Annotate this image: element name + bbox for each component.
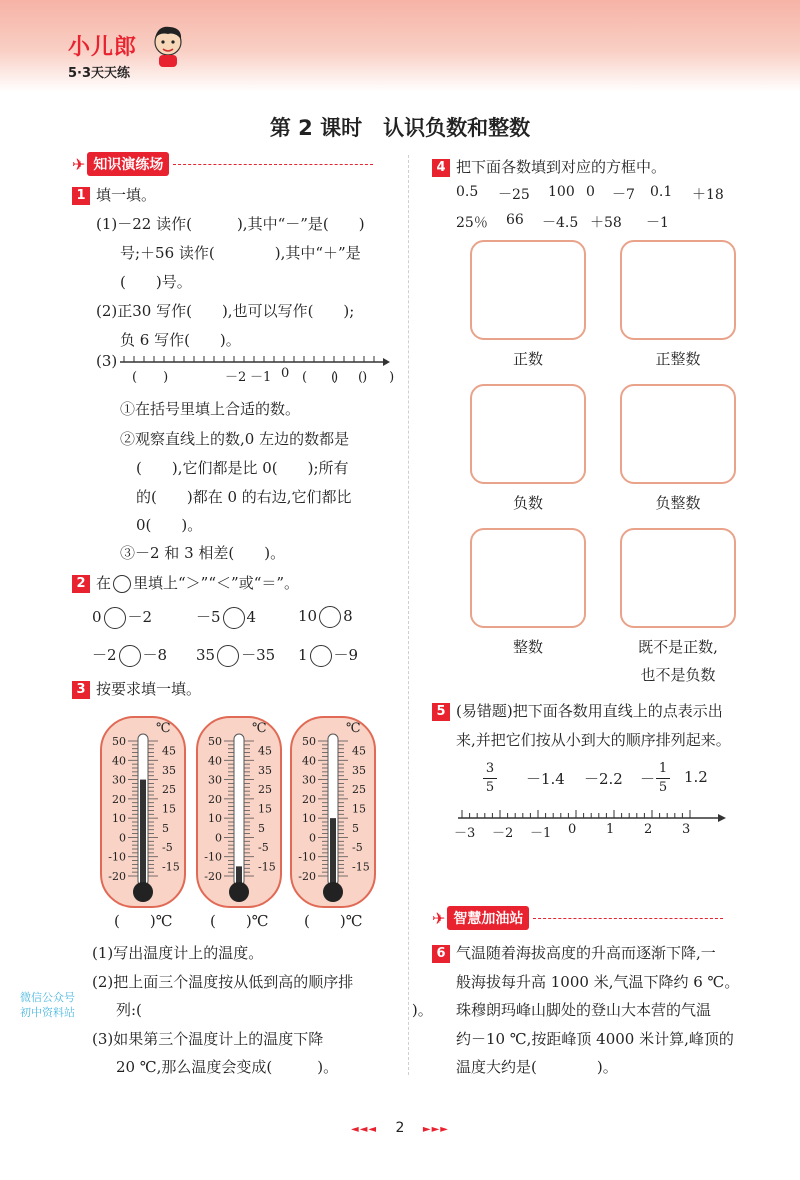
q3-text: 按要求填一填。 xyxy=(96,680,202,698)
compare-left: 0 xyxy=(92,608,102,626)
q1-line: 负 6 写作( )。 xyxy=(120,331,241,349)
q2-text: 在 xyxy=(96,574,112,592)
logo-subtitle: 5·3天天练 xyxy=(68,66,131,81)
q4-number-item: －4.5 xyxy=(542,215,579,231)
thermometer xyxy=(100,716,186,908)
scale-label: 35 xyxy=(258,763,272,777)
scale-label: 10 xyxy=(208,812,222,826)
scale-label: -15 xyxy=(352,860,370,874)
q2-prompt xyxy=(72,572,299,593)
circle-icon[interactable] xyxy=(104,607,126,629)
scale-label: 0 xyxy=(119,831,126,845)
logo-text: 小儿郎 xyxy=(68,35,138,60)
compare-item xyxy=(298,644,358,667)
compare-left: －2 xyxy=(92,646,117,664)
scale-label: 30 xyxy=(302,773,316,787)
compare-right: －35 xyxy=(241,646,276,664)
dashed-line xyxy=(533,918,723,919)
q5-prompt xyxy=(432,700,723,721)
number-line-label: －3 xyxy=(454,826,476,841)
number-line-label: 0 xyxy=(281,366,290,381)
scale-label: 5 xyxy=(352,821,359,835)
circle-icon xyxy=(113,575,131,593)
q4-text: 把下面各数填到对应的方框中。 xyxy=(456,158,667,176)
scale-label: -10 xyxy=(108,850,126,864)
q4-number-item: －1 xyxy=(646,215,669,231)
watermark-stamp xyxy=(20,990,75,1020)
q2-text: 里填上“＞”“＜”或“＝”。 xyxy=(133,574,300,592)
number-line-label: 3 xyxy=(682,822,691,837)
compare-item xyxy=(92,606,152,629)
thermometer-bulb xyxy=(229,882,249,902)
scale-label: 45 xyxy=(162,744,176,758)
compare-right: 4 xyxy=(246,608,257,626)
number-line-label: －2 xyxy=(492,826,514,841)
number-line-label: 0 xyxy=(568,822,577,837)
page-footer xyxy=(0,1120,800,1136)
thermometer-graphic xyxy=(196,716,282,908)
scale-label: 40 xyxy=(302,754,316,768)
q4-number-item: ＋58 xyxy=(590,215,622,231)
scale-label: 20 xyxy=(302,792,316,806)
thermometer xyxy=(290,716,376,908)
arrow-icon: ✈ xyxy=(72,154,86,174)
answer-box-integer[interactable] xyxy=(470,528,586,628)
q6-line: 约－10 ℃,按距峰顶 4000 米计算,峰顶的 xyxy=(456,1030,734,1048)
q4-number-item: －7 xyxy=(612,187,635,203)
scale-label: 20 xyxy=(112,792,126,806)
q4-number-item: －25 xyxy=(498,187,530,203)
page-title: 第 2 课时 认识负数和整数 xyxy=(269,116,531,140)
box-label: 既不是正数, xyxy=(638,638,718,656)
page-number: 2 xyxy=(395,1120,405,1136)
scale-label: 5 xyxy=(162,821,169,835)
answer-box-positive[interactable] xyxy=(470,240,586,340)
compare-right: －8 xyxy=(142,646,168,664)
thermometer-graphic xyxy=(100,716,186,908)
box-label: 负整数 xyxy=(655,494,701,512)
circle-icon[interactable] xyxy=(223,607,245,629)
mercury-column xyxy=(140,780,146,892)
q6-line: 珠穆朗玛峰山脚处的登山大本营的气温 xyxy=(456,1001,712,1019)
answer-box-negative[interactable] xyxy=(470,384,586,484)
compare-item xyxy=(298,606,353,628)
answer-box-positive-integer[interactable] xyxy=(620,240,736,340)
q3-line: (3)如果第三个温度计上的温度下降 xyxy=(92,1030,324,1048)
q3-line: (1)写出温度计上的温度。 xyxy=(92,944,264,962)
q1-number: 1 xyxy=(72,187,90,205)
answer-box-neither[interactable] xyxy=(620,528,736,628)
mercury-column xyxy=(330,818,336,892)
answer-box-negative-integer[interactable] xyxy=(620,384,736,484)
column-divider xyxy=(408,155,409,1075)
stamp-line: 微信公众号 xyxy=(20,991,75,1004)
scale-label: -20 xyxy=(204,870,222,883)
scale-label: 25 xyxy=(258,783,272,797)
scale-label: 50 xyxy=(302,735,316,748)
temperature-answer[interactable]: ( )℃ xyxy=(304,912,363,930)
q3-line: (2)把上面三个温度按从低到高的顺序排 xyxy=(92,973,354,991)
scale-label: -5 xyxy=(352,841,363,855)
circle-icon[interactable] xyxy=(217,645,239,667)
scale-label: 25 xyxy=(352,783,366,797)
scale-label: 50 xyxy=(208,735,222,748)
number-line-label: 1 xyxy=(606,822,615,837)
box-label: 正数 xyxy=(512,350,543,368)
q4-number: 4 xyxy=(432,159,450,177)
right-arrows-icon: ►►► xyxy=(422,1124,449,1135)
number-line-label: ( ) xyxy=(331,370,368,385)
compare-right: －9 xyxy=(333,646,359,664)
scale-label: 5 xyxy=(258,821,265,835)
scale-label: -15 xyxy=(162,860,180,874)
unit-label: ℃ xyxy=(346,721,361,736)
scale-label: 40 xyxy=(112,754,126,768)
scale-label: 40 xyxy=(208,754,222,768)
arrow-icon: ✈ xyxy=(432,908,446,928)
scale-label: 25 xyxy=(162,783,176,797)
fraction-sign: － xyxy=(640,770,656,788)
q5-number: 5 xyxy=(432,703,450,721)
dashed-line xyxy=(173,164,373,165)
q2-number: 2 xyxy=(72,575,90,593)
scale-label: 10 xyxy=(302,812,316,826)
number-line-label: ( ) xyxy=(302,370,339,385)
compare-left: 35 xyxy=(196,646,216,664)
box-label: 也不是负数 xyxy=(640,666,716,684)
scale-label: 45 xyxy=(258,744,272,758)
temperature-answer[interactable]: ( )℃ xyxy=(210,912,269,930)
compare-right: －2 xyxy=(127,608,153,626)
q6-text: 气温随着海拔高度的升高而逐渐下降,一 xyxy=(456,944,716,962)
section-title: 知识演练场 xyxy=(87,152,169,176)
q5-text: (易错题)把下面各数用直线上的点表示出 xyxy=(456,702,723,720)
circle-icon[interactable] xyxy=(310,645,332,667)
q1-line: ( )号。 xyxy=(120,273,192,291)
q1-sub: ②观察直线上的数,0 左边的数都是 xyxy=(120,430,350,448)
q4-prompt xyxy=(432,156,666,177)
fraction-3-5 xyxy=(470,760,510,797)
number-line-label: 2 xyxy=(644,822,653,837)
q6-line: 般海拔每升高 1000 米,气温下降约 6 ℃。 xyxy=(456,973,740,991)
scale-label: 15 xyxy=(352,802,366,816)
box-label: 负数 xyxy=(512,494,543,512)
scale-label: 30 xyxy=(208,773,222,787)
q5-line: 来,并把它们按从小到大的顺序排列起来。 xyxy=(456,731,731,749)
number-line-label: －2 xyxy=(225,370,247,385)
number-line-label: －1 xyxy=(250,370,272,385)
compare-left: 1 xyxy=(298,646,308,664)
scale-label: 35 xyxy=(162,763,176,777)
q1-sub: 的( )都在 0 的右边,它们都比 xyxy=(136,488,352,506)
compare-left: 10 xyxy=(298,607,318,625)
q6-number: 6 xyxy=(432,945,450,963)
q4-number-item: ＋18 xyxy=(692,187,724,203)
q3-prompt xyxy=(72,678,201,699)
circle-icon[interactable] xyxy=(319,606,341,628)
scale-label: 0 xyxy=(215,831,222,845)
q1-sub: ①在括号里填上合适的数。 xyxy=(120,400,301,418)
number-line-label: －1 xyxy=(530,826,552,841)
section-header-challenge xyxy=(432,906,723,930)
q4-number-item: 100 xyxy=(548,184,575,200)
compare-item xyxy=(92,644,167,667)
fraction-denominator: 5 xyxy=(658,780,668,795)
scale-label: 20 xyxy=(208,792,222,806)
q1-number-line-prefix: (3) xyxy=(96,352,118,370)
scale-label: 45 xyxy=(352,744,366,758)
q5-number-item: －2.2 xyxy=(584,770,623,788)
q5-number-item: 1.2 xyxy=(684,768,708,786)
scale-label: 15 xyxy=(162,802,176,816)
brand-logo xyxy=(68,30,137,81)
scale-label: -20 xyxy=(298,870,316,883)
unit-label: ℃ xyxy=(156,721,171,736)
thermometer xyxy=(196,716,282,908)
thermometer-tube xyxy=(234,734,244,886)
q1-line: 号;＋56 读作( ),其中“＋”是 xyxy=(120,244,361,262)
scale-label: -10 xyxy=(204,850,222,864)
q4-number-item: 25％ xyxy=(456,215,488,231)
q6-prompt xyxy=(432,942,716,963)
unit-label: ℃ xyxy=(252,721,267,736)
scale-label: 35 xyxy=(352,763,366,777)
q1-sub: ( ),它们都是比 0( );所有 xyxy=(136,459,349,477)
scale-label: 0 xyxy=(309,831,316,845)
circle-icon[interactable] xyxy=(119,645,141,667)
box-label: 整数 xyxy=(512,638,543,656)
section-header-practice xyxy=(72,152,373,176)
q3-number: 3 xyxy=(72,681,90,699)
q6-line: 温度大约是( )。 xyxy=(456,1058,618,1076)
scale-label: -5 xyxy=(162,841,173,855)
q1-prompt xyxy=(72,184,156,205)
thermometer-bulb xyxy=(133,882,153,902)
q4-number-item: 0.5 xyxy=(456,184,479,200)
q4-number-item: 0 xyxy=(586,184,595,200)
stamp-line: 初中资料站 xyxy=(20,1006,75,1019)
fraction-denominator: 5 xyxy=(485,780,495,795)
mascot-icon xyxy=(148,22,188,70)
scale-label: 50 xyxy=(112,735,126,748)
scale-label: 10 xyxy=(112,812,126,826)
section-title: 智慧加油站 xyxy=(447,906,529,930)
scale-label: -5 xyxy=(258,841,269,855)
scale-label: 15 xyxy=(258,802,272,816)
q1-line: (1)－22 读作( ),其中“－”是( ) xyxy=(96,215,365,233)
q3-line: 列:( )。 xyxy=(116,1001,433,1019)
scale-label: -15 xyxy=(258,860,276,874)
scale-label: -10 xyxy=(298,850,316,864)
compare-left: －5 xyxy=(196,608,221,626)
q1-line: (2)正30 写作( ),也可以写作( ); xyxy=(96,302,355,320)
compare-right: 8 xyxy=(343,607,353,625)
box-label: 正整数 xyxy=(655,350,701,368)
number-line-label: ( ) xyxy=(358,370,395,385)
left-arrows-icon: ◄◄◄ xyxy=(351,1124,378,1135)
q5-number-item: －1.4 xyxy=(526,770,565,788)
q3-line: 20 ℃,那么温度会变成( )。 xyxy=(116,1058,339,1076)
fraction-numerator: 1 xyxy=(658,761,668,776)
temperature-answer[interactable]: ( )℃ xyxy=(114,912,173,930)
q1-text: 填一填。 xyxy=(96,186,157,204)
fraction-numerator: 3 xyxy=(485,761,495,776)
thermometer-bulb xyxy=(323,882,343,902)
q1-sub: 0( )。 xyxy=(136,516,203,534)
thermometer-graphic xyxy=(290,716,376,908)
scale-label: 30 xyxy=(112,773,126,787)
compare-item xyxy=(196,606,256,629)
q1-sub: ③－2 和 3 相差( )。 xyxy=(120,544,286,562)
q4-number-item: 66 xyxy=(506,212,524,228)
fraction-neg-1-5 xyxy=(650,760,676,797)
scale-label: -20 xyxy=(108,870,126,883)
q4-number-item: 0.1 xyxy=(650,184,673,200)
compare-item xyxy=(196,644,275,667)
number-line-label: ( ) xyxy=(132,370,169,385)
